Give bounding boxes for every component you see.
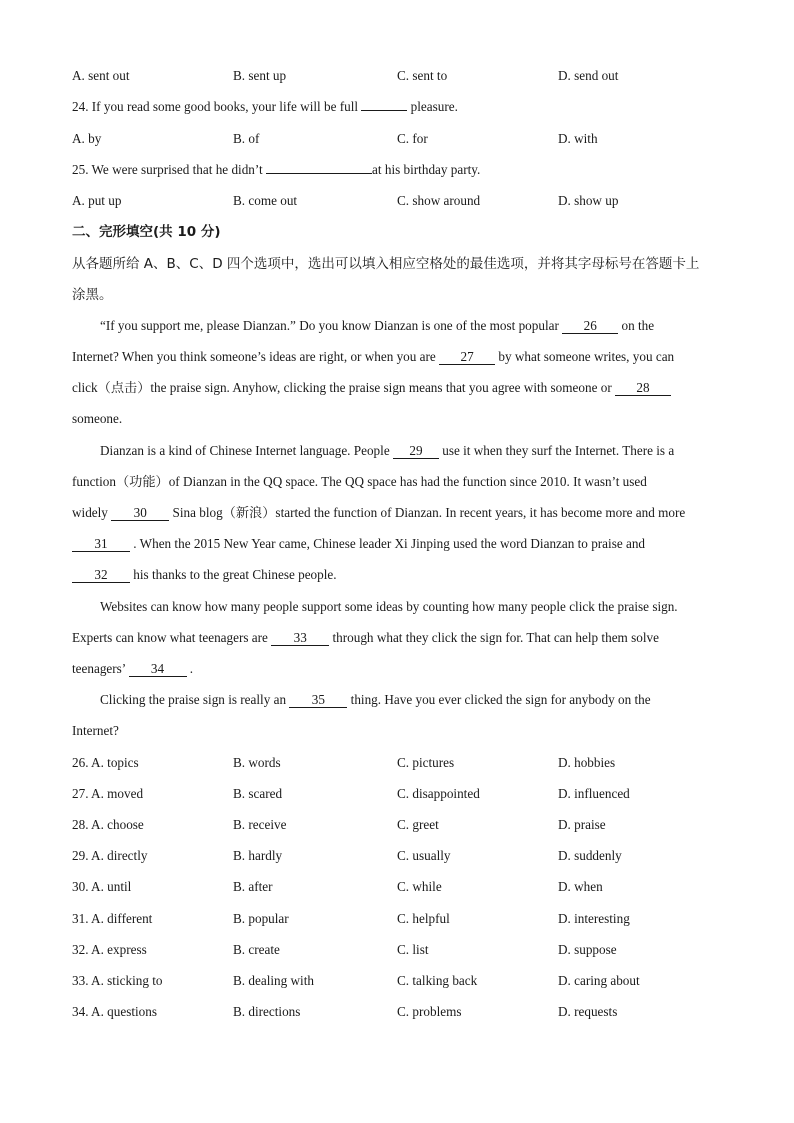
passage-text: on the [618,318,655,333]
passage-text: Experts can know what teenagers are [72,630,272,645]
blank-27: 27 [439,349,495,365]
option-a: 34. A. questions [72,1004,157,1019]
answer-blank [361,110,407,111]
option-d: D. requests [558,1004,618,1019]
question-text-end: at his birthday party. [372,162,481,177]
option-b: B. popular [233,911,289,926]
option-c: C. problems [397,1004,462,1019]
passage-line [72,347,722,367]
passage-line [72,565,722,585]
passage-line: function（功能）of Dianzan in the QQ space. The QQ space has had the function since 2010. It wasn’t used [72,474,647,489]
passage-line [100,316,750,336]
passage-text: . When the 2015 New Year came, Chinese leader Xi Jinping used the word Dianzan to praise and [130,536,646,551]
option-d: D. interesting [558,911,630,926]
passage-line: Internet? [72,723,119,738]
option-b: B. after [233,879,273,894]
option-b: B. of [233,131,260,146]
passage-text: use it when they surf the Internet. There is a [438,443,675,458]
option-c: C. helpful [397,911,450,926]
blank-29: 29 [393,443,439,459]
question-text: 24. If you read some good books, your life will be full [72,99,359,114]
section-title: 二、完形填空(共 10 分) [72,224,221,240]
option-c: C. list [397,942,429,957]
passage-line [72,503,722,523]
passage-text: click（点击）the praise sign. Anyhow, clicking the praise sign means that you agree with someone or [72,380,616,395]
passage-text: . [186,661,194,676]
option-d: D. suppose [558,942,617,957]
option-b: B. sent up [233,68,287,83]
option-d: D. with [558,131,598,146]
option-d: D. show up [558,193,619,208]
blank-31: 31 [72,536,130,552]
passage-text: teenagers’ [72,661,129,676]
passage-line [72,628,722,648]
blank-35: 35 [289,692,347,708]
passage-line [100,441,750,461]
option-d: D. hobbies [558,755,616,770]
option-a: A. by [72,131,102,146]
option-c: C. pictures [397,755,455,770]
option-a: 30. A. until [72,879,132,894]
section-instruction: 从各题所给 A、B、C、D 四个选项中，选出可以填入相应空格处的最佳选项，并将其字母标号在答题卡上 [72,256,700,272]
passage-text: Dianzan is a kind of Chinese Internet language. People [100,443,393,458]
blank-33: 33 [271,630,329,646]
option-c: C. talking back [397,973,478,988]
passage-text: his thanks to the great Chinese people. [130,567,337,582]
option-b: B. words [233,755,281,770]
option-b: B. create [233,942,280,957]
blank-30: 30 [111,505,169,521]
option-b: B. directions [233,1004,301,1019]
option-b: B. hardly [233,848,283,863]
passage-text: by what someone writes, you can [495,349,675,364]
option-d: D. send out [558,68,619,83]
question-25 [72,160,722,180]
option-b: B. dealing with [233,973,314,988]
blank-32: 32 [72,567,130,583]
option-a: 32. A. express [72,942,147,957]
option-d: D. suddenly [558,848,622,863]
option-c: C. usually [397,848,451,863]
option-a: 27. A. moved [72,786,144,801]
question-text: 25. We were surprised that he didn’t [72,162,267,177]
option-b: B. receive [233,817,287,832]
option-a: 31. A. different [72,911,153,926]
option-a: 33. A. sticking to [72,973,163,988]
option-d: D. influenced [558,786,630,801]
section-instruction-cont: 涂黑。 [72,287,113,303]
passage-text: Internet? When you think someone’s ideas are right, or when you are [72,349,440,364]
option-d: D. praise [558,817,606,832]
option-c: C. show around [397,193,481,208]
option-c: C. for [397,131,428,146]
passage-text: Sina blog（新浪）started the function of Dianzan. In recent years, it has become more and more [169,505,686,520]
option-b: B. come out [233,193,298,208]
blank-34: 34 [129,661,187,677]
passage-text: Clicking the praise sign is really an [100,692,290,707]
passage-line [100,690,750,710]
option-a: 29. A. directly [72,848,148,863]
passage-line [72,378,722,398]
passage-line: Websites can know how many people support some ideas by counting how many people click the praise sign. [100,599,678,614]
answer-blank [266,173,372,174]
option-a: 26. A. topics [72,755,139,770]
option-d: D. caring about [558,973,640,988]
option-b: B. scared [233,786,283,801]
option-d: D. when [558,879,603,894]
blank-26: 26 [562,318,618,334]
question-text-end: pleasure. [407,99,458,114]
option-c: C. while [397,879,442,894]
option-a: A. put up [72,193,122,208]
passage-text: thing. Have you ever clicked the sign for anybody on the [347,692,651,707]
option-c: C. disappointed [397,786,480,801]
question-24 [72,97,722,117]
passage-line: someone. [72,411,123,426]
option-a: 28. A. choose [72,817,144,832]
option-a: A. sent out [72,68,130,83]
passage-text: “If you support me, please Dianzan.” Do you know Dianzan is one of the most popular [100,318,563,333]
option-c: C. greet [397,817,439,832]
passage-line [72,534,722,554]
passage-text: widely [72,505,112,520]
option-c: C. sent to [397,68,448,83]
blank-28: 28 [615,380,671,396]
passage-line [72,659,722,679]
passage-text: through what they click the sign for. That can help them solve [329,630,659,645]
